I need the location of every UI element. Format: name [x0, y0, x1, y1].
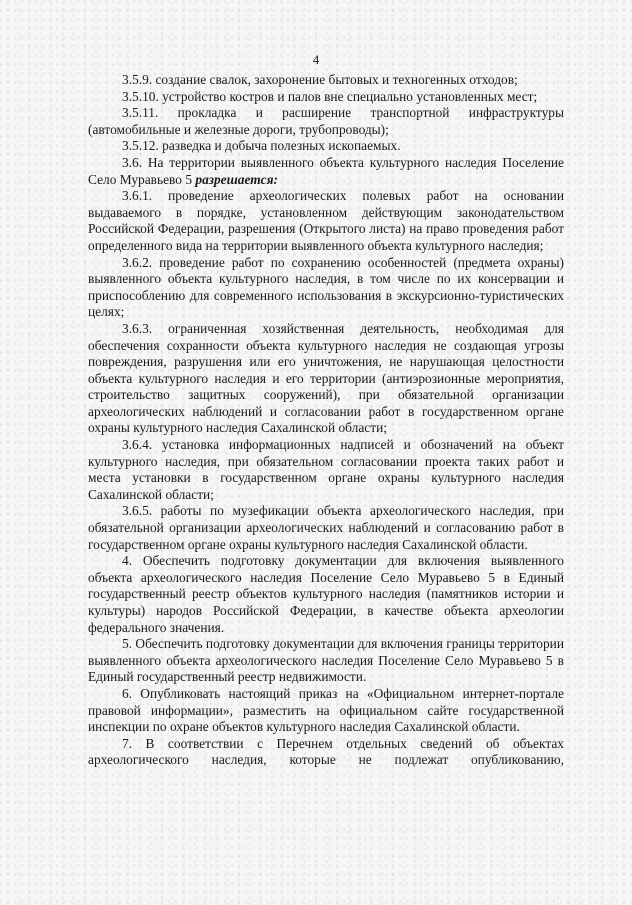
paragraph-3-6-3: 3.6.3. ограниченная хозяйственная деятельность, необходимая для обеспечения сохранности объекта культурного наследия не создающая угрозы повреждения, разрушения или его уничтожения, не нарушающая целостности объекта культурного наследия и его территории (антиэрозионные мероприятия, строительство защитных сооружений), при обязательной организации археологических наблюдений и согласовании работ в государственном органе охраны культурного наследия Сахалинской области; [88, 320, 564, 436]
paragraph-6: 6. Опубликовать настоящий приказ на «Официальном интернет-портале правовой информации», разместить на официальном сайте государственной инспекции по охране объектов культурного наследия Сахалинской области. [88, 685, 564, 735]
document-body [88, 72, 564, 769]
paragraph-3-6-5: 3.6.5. работы по музефикации объекта археологического наследия, при обязательной организации археологических наблюдений и согласованию работ в государственном органе охраны культурного наследия Сахалинской области. [88, 503, 564, 552]
paragraph-3-5-10: 3.5.10. устройство костров и палов вне специально установленных мест; [122, 88, 538, 104]
paragraph-3-5-11: 3.5.11. прокладка и расширение транспортной инфраструктуры (автомобильные и железные дороги, трубопроводы); [88, 105, 564, 137]
paragraph-3-5-9: 3.5.9. создание свалок, захоронение бытовых и техногенных отходов; [122, 72, 518, 87]
page-number: 4 [312, 52, 320, 67]
paragraph-4: 4. Обеспечить подготовку документации для включения выявленного объекта археологического наследия Поселение Село Муравьево 5 в Единый государственный реестр объектов культурного наследия (памятников истории и культуры) народов Российской Федерации, в качестве объекта археологии федерального значения. [88, 553, 564, 635]
paragraph-7: 7. В соответствии с Перечнем отдельных сведений об объектах археологического наследия, которые не подлежат опубликованию, [88, 735, 564, 768]
paragraph-3-6-2: 3.6.2. проведение работ по сохранению особенностей (предмета охраны) выявленного объекта культурного наследия, в том числе по их консервации и приспособлению для современного использования в экскурсионно-туристических целях; [88, 254, 564, 320]
paragraph-3-5-12: 3.5.12. разведка и добыча полезных ископаемых. [122, 138, 401, 154]
paragraph-3-6-text: 3.6. На территории выявленного объекта культурного наследия Поселение Село Муравьево 5 [88, 154, 564, 187]
paragraph-5: 5. Обеспечить подготовку документации для включения границы территории выявленного объекта археологического наследия Поселение Село Муравьево 5 в Единый государственный реестр недвижимости. [88, 636, 564, 685]
paragraph-3-6-emphasis: разрешается: [195, 171, 278, 187]
paragraph-3-6-4: 3.6.4. установка информационных надписей и обозначений на объект культурного наследия, при обязательном согласовании проекта таких работ и места установки в государственном органе охраны культурного наследия Сахалинской области; [88, 437, 564, 502]
paragraph-3-6 [88, 155, 564, 188]
paragraph-3-6-1: 3.6.1. проведение археологических полевых работ на основании выдаваемого в порядке, установленном действующим законодательством Российской Федерации, разрешения (Открытого листа) на право проведения работ определенного вида на территории выявленного объекта культурного наследия; [88, 188, 564, 253]
